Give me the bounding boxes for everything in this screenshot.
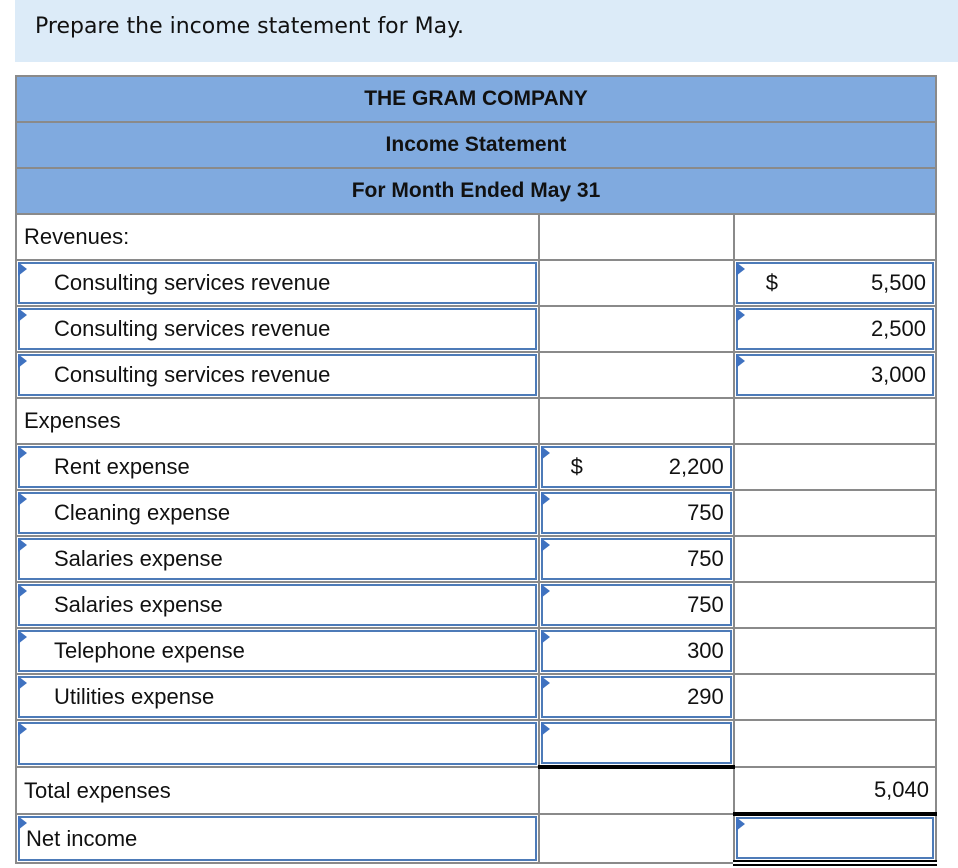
amount-input[interactable] (541, 676, 732, 718)
account-label: Rent expense (54, 454, 190, 479)
dropdown-indicator-icon (541, 584, 550, 598)
amount-value: 290 (687, 684, 724, 709)
total-expenses-row (16, 767, 936, 814)
currency-symbol: $ (570, 454, 583, 479)
account-dropdown[interactable] (18, 538, 537, 580)
company-name: THE GRAM COMPANY (16, 76, 936, 122)
dropdown-indicator-icon (18, 446, 27, 460)
revenues-row (16, 306, 936, 352)
expenses-row (16, 674, 936, 720)
account-label: Cleaning expense (54, 500, 231, 525)
amount-input[interactable] (541, 630, 732, 672)
expenses-heading: Expenses (24, 408, 121, 433)
amount-input[interactable] (736, 262, 934, 304)
dropdown-indicator-icon (736, 354, 745, 368)
amount-value: 3,000 (870, 362, 926, 387)
amount-value: 2,500 (870, 316, 926, 341)
revenues-row (16, 352, 936, 398)
dropdown-indicator-icon (18, 722, 27, 736)
revenues-row (16, 260, 936, 306)
expenses-row (16, 444, 936, 490)
amount-input[interactable] (736, 354, 934, 396)
dropdown-indicator-icon (18, 354, 27, 368)
account-label: Salaries expense (54, 592, 223, 617)
dropdown-indicator-icon (541, 676, 550, 690)
account-dropdown[interactable] (18, 584, 537, 626)
currency-symbol: $ (765, 270, 779, 295)
amount-value: 750 (687, 592, 724, 617)
income-statement-table (15, 75, 937, 866)
dropdown-indicator-icon (736, 308, 745, 322)
total-expenses-amount: 5,040 (873, 777, 929, 802)
dropdown-indicator-icon (18, 676, 27, 690)
amount-input[interactable] (736, 308, 934, 350)
dropdown-indicator-icon (18, 630, 27, 644)
account-label: Consulting services revenue (54, 362, 331, 387)
expenses-row (16, 582, 936, 628)
account-dropdown[interactable] (18, 354, 537, 396)
account-dropdown[interactable] (18, 722, 537, 765)
dropdown-indicator-icon (18, 538, 27, 552)
revenues-heading: Revenues: (24, 224, 130, 249)
account-dropdown[interactable] (18, 492, 537, 534)
net-income-label: Net income (26, 825, 138, 851)
account-dropdown[interactable] (18, 630, 537, 672)
dropdown-indicator-icon (18, 492, 27, 506)
expenses-row (16, 628, 936, 674)
instruction-text: Prepare the income statement for May. (35, 14, 465, 39)
total-expenses-label: Total expenses (24, 777, 171, 803)
dropdown-indicator-icon (541, 492, 550, 506)
net-income-dropdown[interactable] (18, 816, 537, 861)
net-income-row (16, 814, 936, 863)
dropdown-indicator-icon (18, 584, 27, 598)
dropdown-indicator-icon (541, 630, 550, 644)
blank-expense-row (16, 720, 936, 767)
dropdown-indicator-icon (541, 446, 550, 460)
dropdown-indicator-icon (18, 816, 27, 830)
amount-value: 750 (687, 546, 724, 571)
account-label: Salaries expense (54, 546, 223, 571)
account-dropdown[interactable] (18, 262, 537, 304)
amount-value: 300 (687, 638, 724, 663)
dropdown-indicator-icon (541, 538, 550, 552)
account-label: Consulting services revenue (54, 316, 331, 341)
account-dropdown[interactable] (18, 308, 537, 350)
dropdown-indicator-icon (736, 817, 745, 831)
dropdown-indicator-icon (736, 262, 745, 276)
account-label: Telephone expense (54, 638, 245, 663)
dropdown-indicator-icon (541, 722, 550, 736)
amount-input[interactable] (541, 446, 732, 488)
account-label: Utilities expense (54, 684, 215, 709)
amount-input[interactable] (541, 538, 732, 580)
statement-period: For Month Ended May 31 (16, 168, 936, 214)
account-dropdown[interactable] (18, 676, 537, 718)
dropdown-indicator-icon (18, 308, 27, 322)
instruction-banner (15, 0, 958, 62)
amount-value: 5,500 (870, 270, 926, 295)
expenses-row (16, 536, 936, 582)
amount-value: 750 (687, 500, 724, 525)
amount-input[interactable] (541, 722, 732, 764)
dropdown-indicator-icon (18, 262, 27, 276)
expenses-row (16, 490, 936, 536)
account-dropdown[interactable] (18, 446, 537, 488)
amount-input[interactable] (541, 492, 732, 534)
amount-value: 2,200 (668, 454, 724, 479)
statement-title: Income Statement (16, 122, 936, 168)
net-income-amount-input[interactable] (736, 817, 934, 859)
account-label: Consulting services revenue (54, 270, 331, 295)
amount-input[interactable] (541, 584, 732, 626)
